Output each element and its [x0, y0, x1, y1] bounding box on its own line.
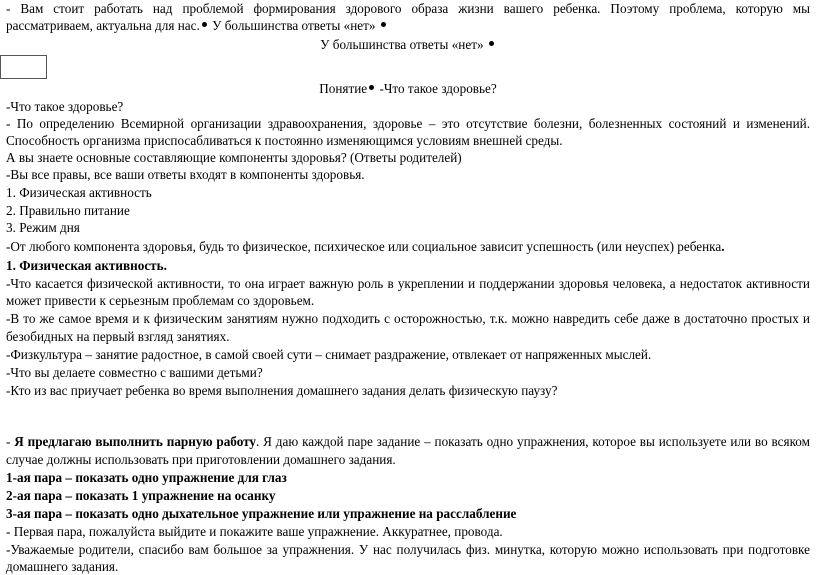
concept-label: Понятие — [319, 81, 368, 96]
text-line-21: -Кто из вас приучает ребенка во время выполнения домашнего задания делать физическую паузу? — [6, 383, 558, 398]
text-line-27: - Первая пара, пожалуйста выйдите и покажите ваше упражнение. Аккуратнее, провода. — [6, 524, 503, 539]
empty-text-box — [0, 55, 47, 79]
text-line-22b: Я предлагаю выполнить парную работу — [14, 434, 257, 449]
text-line-13b: . — [721, 239, 725, 254]
text-line-22c: . Я даю каждой паре задание – показать одно упражнения, которое вы используете или во всяком — [256, 434, 810, 449]
text-line-2 — [6, 17, 388, 34]
text-line-28: -Уважаемые родители, спасибо вам большое за упражнения. У нас получилась физ. минутка, которую можно использовать при подготовке — [6, 542, 810, 557]
text-line-23: случае должны использовать при приготовлении домашнего задания. — [6, 452, 396, 467]
text-line-29: домашнего задания. — [6, 559, 119, 574]
pair-task-1: 1-ая пара – показать одно упражнение для глаз — [6, 470, 287, 485]
list-item-3: 3. Режим дня — [6, 220, 80, 235]
bullet-dot-icon — [489, 41, 494, 46]
centered-line-answers — [0, 36, 816, 53]
list-item-1: 1. Физическая активность — [6, 185, 152, 200]
section-heading: 1. Физическая активность. — [6, 258, 167, 273]
bullet-dot-icon — [381, 22, 386, 27]
text-line-20: -Что вы делаете совместно с вашими детьми? — [6, 365, 263, 380]
text-line-1: - Вам стоит работать над проблемой формирования здорового образа жизни вашего ребенка. Поэтому проблема, которую мы — [6, 1, 810, 16]
text-line-22a: - — [6, 434, 15, 449]
centered-answers-text: У большинства ответы «нет» — [320, 37, 487, 52]
text-line-2b: У большинства ответы «нет» — [208, 18, 379, 33]
text-line-19: -Физкультура – занятие радостное, в самой своей сути – снимает раздражение, отвлекает от напряженных мыслей. — [6, 347, 652, 362]
bullet-dot-icon — [202, 22, 207, 27]
text-line-13a: -От любого компонента здоровья, будь то физическое, психическое или социальное зависит успешность (или неуспех) ребенка — [6, 239, 722, 254]
text-line-18: безобидных на первый взгляд занятиях. — [6, 329, 230, 344]
centered-line-concept — [0, 80, 816, 97]
text-line-15: -Что касается физической активности, то она играет важную роль в укреплении и поддержании здоровья человека, а недостаток активности — [6, 276, 810, 291]
text-line-9: -Вы все правы, все ваши ответы входят в компоненты здоровья. — [6, 167, 365, 182]
pair-task-2: 2-ая пара – показать 1 упражнение на осанку — [6, 488, 276, 503]
text-line-5: -Что такое здоровье? — [6, 99, 124, 114]
text-line-8: А вы знаете основные составляющие компоненты здоровья? (Ответы родителей) — [6, 150, 462, 165]
pair-task-3: 3-ая пара – показать одно дыхательное упражнение или упражнение на расслабление — [6, 506, 517, 521]
text-line-13 — [6, 238, 725, 255]
text-line-17: -В то же самое время и к физическим занятиям нужно подходить с осторожностью, т.к. можно навредить себе даже в достаточно простых и — [6, 311, 810, 326]
text-line-7: Способность организма приспосабливаться к постоянно изменяющимся условиям внешней среды. — [6, 133, 563, 148]
text-line-6: - По определению Всемирной организации здравоохранения, здоровье – это отсутствие болезни, болезненных состояний и изменений. — [6, 116, 810, 131]
list-item-2: 2. Правильно питание — [6, 203, 130, 218]
bullet-dot-icon — [369, 85, 374, 90]
concept-question: -Что такое здоровье? — [376, 81, 497, 96]
text-line-16: может привести к серьезным проблемам со здоровьем. — [6, 293, 315, 308]
text-line-2a: рассматриваем, актуальна для нас. — [6, 18, 200, 33]
text-line-22 — [6, 433, 810, 450]
